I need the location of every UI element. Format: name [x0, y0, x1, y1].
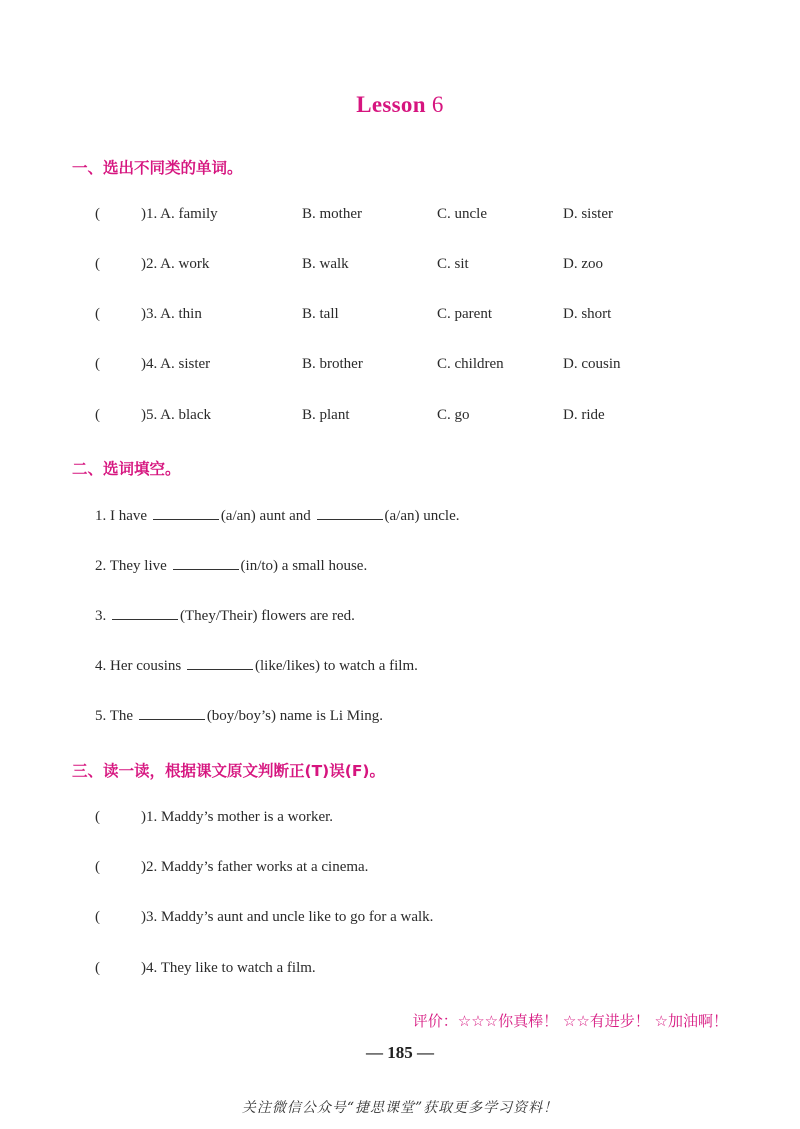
answer-blank[interactable]: [187, 655, 253, 670]
section-1-heading: 一、选出不同类的单词。: [72, 159, 243, 177]
section-3-heading: 三、读一读，根据课文原文判断正(T)误(F)。: [72, 762, 385, 780]
answer-blank[interactable]: [173, 555, 239, 570]
rating-line: 评价：☆☆☆你真棒！ ☆☆有进步！ ☆加油啊！: [412, 1012, 728, 1030]
answer-blank[interactable]: [317, 505, 383, 520]
lesson-title: Lesson 6: [356, 92, 444, 117]
footer-note: 关注微信公众号“捷思课堂”获取更多学习资料！: [241, 1100, 559, 1116]
page-number: — 185 —: [366, 1043, 434, 1062]
answer-blank[interactable]: [153, 505, 219, 520]
section-2-heading: 二、选词填空。: [72, 460, 181, 478]
answer-blank[interactable]: [139, 705, 205, 720]
answer-blank[interactable]: [112, 605, 178, 620]
